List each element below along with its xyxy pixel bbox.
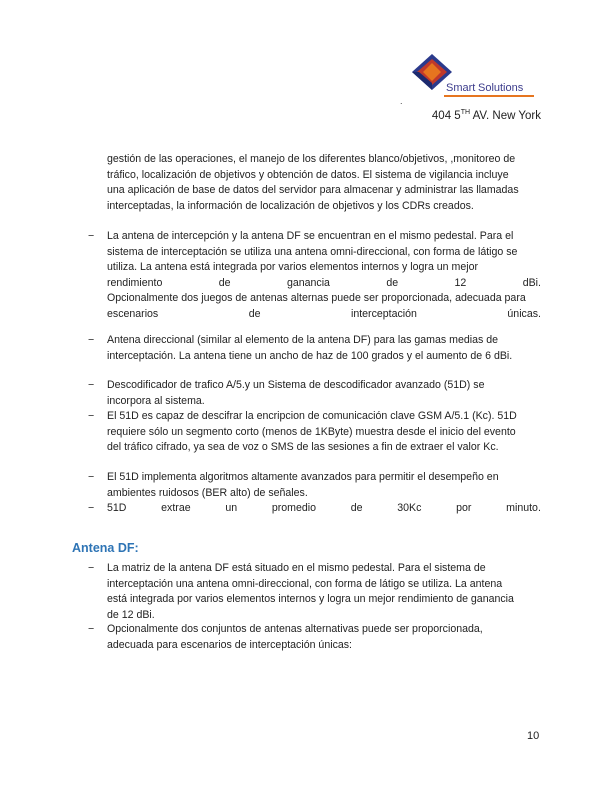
bullet-dash: − bbox=[88, 471, 95, 483]
bullet-dash: − bbox=[88, 334, 95, 346]
extract-line: 51D extrae un promedio de 30Kc por minuto. bbox=[107, 502, 541, 514]
bullet-directional: Antena direccional (similar al elemento de la antena DF) para las gamas medias de interceptación. La antena tiene un ancho de haz de 100 grados y el aumento de 6 dBi. bbox=[107, 334, 513, 362]
bullet-df-optional: Opcionalmente dos conjuntos de antenas alternativas puede ser proporcionada, adecuada para escenarios de interceptación únicas: bbox=[107, 623, 483, 651]
antenna-gain-line: rendimiento de ganancia de 12 dBi. bbox=[107, 276, 541, 289]
intro-paragraph: gestión de las operaciones, el manejo de los diferentes blanco/objetivos, ,monitoreo de tráfico, localización de objetivos y obtención de datos. El sistema de vigilancia incluye una aplicación de base de datos del servidor para almacenar y administrar las llamadas interceptadas, la información de localización de objetivos y los CDRs creados. bbox=[107, 153, 519, 212]
bullet-antenna: La antena de intercepción y la antena DF se encuentran en el mismo pedestal. Para el sistema de interceptación se utiliza una antena omni-direccional, con forma de látigo se utiliza. La antena está integrada por varios elementos internos y logra un mejor rendimiento de ganancia de 12 dBi. Opcionalmente dos juegos de antenas alternas puede ser proporcionada, adecuada para escenarios de interceptación únicas. bbox=[107, 229, 541, 323]
bullet-dash: − bbox=[88, 230, 95, 242]
logo-wordmark bbox=[446, 82, 523, 94]
bullet-df-matrix: La matriz de la antena DF está situado en el mismo pedestal. Para el sistema de interceptación una antena omni-direccional, con forma de látigo se utiliza. La antena está integrada por varios elementos internos y logra un mejor rendimiento de ganancia de 12 dBi. bbox=[107, 562, 514, 621]
bullet-algorithms: El 51D implementa algoritmos altamente avanzados para permitir el desempeño en ambientes ruidosos (BER alto) de señales. bbox=[107, 471, 499, 499]
bullet-dash: − bbox=[88, 623, 95, 635]
header-dot: . bbox=[400, 96, 403, 106]
bullet-decrypt: El 51D es capaz de descifrar la encripcion de comunicación clave GSM A/5.1 (Kc). 51D requiere sólo un segmento corto (menos de 1KByte) muestra desde el inicio del evento del tráfico cifrado, ya sea de voz o SMS de las sesiones a fin de extraer el valor Kc. bbox=[107, 410, 517, 454]
header-address: 404 5TH AV. New York bbox=[431, 109, 541, 122]
section-heading: Antena DF: bbox=[72, 541, 139, 555]
bullet-dash: − bbox=[88, 410, 95, 422]
logo-word-solutions: Solutions bbox=[477, 82, 524, 94]
company-logo bbox=[408, 52, 538, 102]
bullet-decoder: Descodificador de trafico A/5.y un Sistema de descodificador avanzado (51D) se incorpora al sistema. bbox=[107, 379, 485, 407]
antenna-scenarios-line: escenarios de interceptación únicas. bbox=[107, 307, 541, 320]
logo-underline bbox=[444, 95, 534, 97]
bullet-dash: − bbox=[88, 502, 95, 514]
logo-word-smart: Smart bbox=[446, 82, 476, 94]
bullet-extract bbox=[107, 501, 541, 517]
page-number: 10 bbox=[527, 730, 540, 742]
bullet-dash: − bbox=[88, 562, 95, 574]
bullet-dash: − bbox=[88, 379, 95, 391]
